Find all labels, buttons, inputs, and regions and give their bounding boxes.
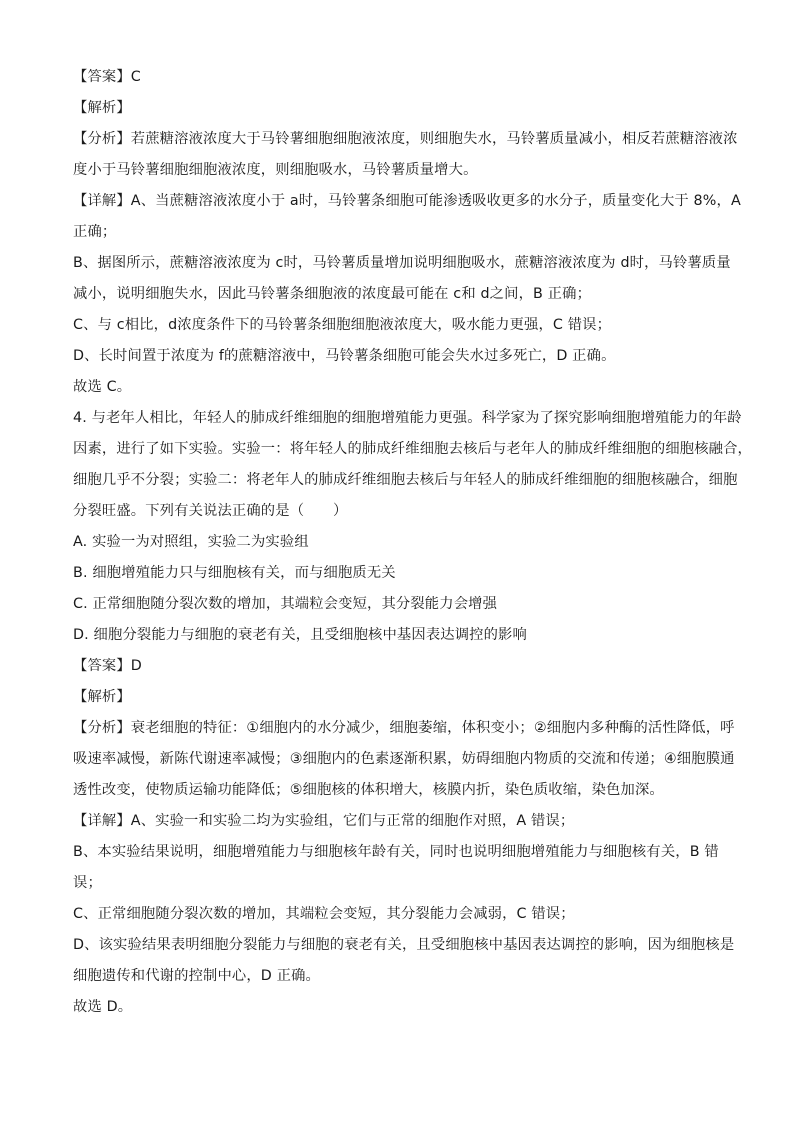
q3-xiangjie-line: D、长时间置于浓度为 f的蔗糖溶液中，马铃薯条细胞可能会失水过多死亡，D 正确。 <box>73 348 616 364</box>
q3-fenxi-line: 【分析】若蔗糖溶液浓度大于马铃薯细胞细胞液浓度，则细胞失水，马铃薯质量减小，相反若蔗糖溶液浓 <box>73 131 738 147</box>
q3-xiangjie-line: 【详解】A、当蔗糖溶液浓度小于 a时，马铃薯条细胞可能渗透吸收更多的水分子，质量变化大于 8%，A <box>73 193 741 209</box>
q4-stem-line: 分裂旺盛。下列有关说法正确的是（ ） <box>73 503 348 519</box>
q4-option-b: B. 细胞增殖能力只与细胞核有关，而与细胞质无关 <box>73 565 396 581</box>
q3-fenxi-line: 度小于马铃薯细胞细胞液浓度，则细胞吸水，马铃薯质量增大。 <box>73 162 478 178</box>
q4-fenxi-line: 【分析】衰老细胞的特征：①细胞内的水分减少，细胞萎缩，体积变小；②细胞内多种酶的活性降低，呼 <box>73 720 735 736</box>
q4-xiangjie-line: 误； <box>73 875 102 891</box>
q4-option-a: A. 实验一为对照组，实验二为实验组 <box>73 534 309 550</box>
q3-xiangjie-line: 正确； <box>73 224 117 240</box>
q3-answer: 【答案】C <box>73 69 141 85</box>
q3-xiangjie-line: 减小，说明细胞失水，因此马铃薯条细胞液的浓度最可能在 c和 d之间，B 正确； <box>73 286 592 302</box>
q4-stem-line: 4. 与老年人相比，年轻人的肺成纤维细胞的细胞增殖能力更强。科学家为了探究影响细胞增殖能力的年龄 <box>73 410 742 426</box>
q4-fenxi-line: 透性改变，使物质运输功能降低；⑤细胞核的体积增大，核膜内折，染色质收缩，染色加深。 <box>73 782 664 798</box>
q4-xiangjie-line: B、本实验结果说明，细胞增殖能力与细胞核年龄有关，同时也说明细胞增殖能力与细胞核有关，B 错 <box>73 844 719 860</box>
q4-xiangjie-line: C、正常细胞随分裂次数的增加，其端粒会变短，其分裂能力会减弱，C 错误； <box>73 906 575 922</box>
q3-xiangjie-line: C、与 c相比，d浓度条件下的马铃薯条细胞细胞液浓度大，吸水能力更强，C 错误； <box>73 317 612 333</box>
q4-option-c: C. 正常细胞随分裂次数的增加，其端粒会变短，其分裂能力会增强 <box>73 596 498 612</box>
q4-analysis-heading: 【解析】 <box>73 689 131 705</box>
document-page <box>73 62 752 1023</box>
q4-xiangjie-line: D、该实验结果表明细胞分裂能力与细胞的衰老有关，且受细胞核中基因表达调控的影响，因为细胞核是 <box>73 937 735 953</box>
q3-conclusion: 故选 C。 <box>73 379 132 395</box>
q4-answer: 【答案】D <box>73 658 142 674</box>
q4-stem-line: 细胞几乎不分裂；实验二：将老年人的肺成纤维细胞去核后与年轻人的肺成纤维细胞的细胞核融合，细胞 <box>73 472 738 488</box>
q4-conclusion: 故选 D。 <box>73 999 133 1015</box>
q4-option-d: D. 细胞分裂能力与细胞的衰老有关，且受细胞核中基因表达调控的影响 <box>73 627 527 643</box>
q3-analysis-heading: 【解析】 <box>73 100 131 116</box>
q3-xiangjie-line: B、据图所示，蔗糖溶液浓度为 c时，马铃薯质量增加说明细胞吸水，蔗糖溶液浓度为 d时，马铃薯质量 <box>73 255 731 271</box>
q4-xiangjie-line: 【详解】A、实验一和实验二均为实验组，它们与正常的细胞作对照，A 错误； <box>73 813 575 829</box>
q4-xiangjie-line: 细胞遗传和代谢的控制中心，D 正确。 <box>73 968 321 984</box>
q4-fenxi-line: 吸速率减慢，新陈代谢速率减慢；③细胞内的色素逐渐积累，妨碍细胞内物质的交流和传递；④细胞膜通 <box>73 751 735 767</box>
q4-stem-line: 因素，进行了如下实验。实验一：将年轻人的肺成纤维细胞去核后与老年人的肺成纤维细胞的细胞核融合， <box>73 441 752 457</box>
